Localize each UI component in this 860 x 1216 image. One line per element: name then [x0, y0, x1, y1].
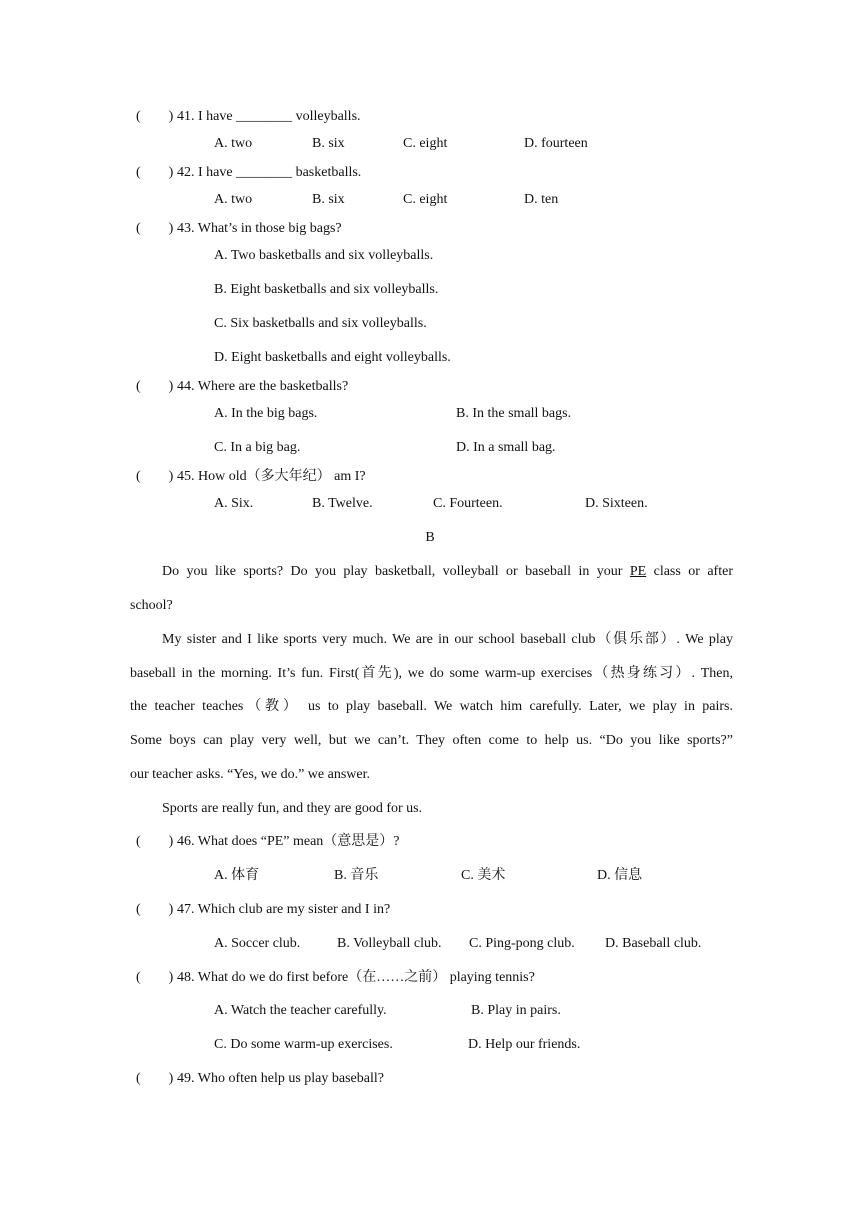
answer-blank[interactable]: ( ) — [136, 902, 174, 917]
answer-blank[interactable]: ( ) — [136, 834, 174, 849]
answer-blank[interactable]: ( ) — [136, 970, 174, 985]
option-d: D. Eight basketballs and eight volleyballs. — [214, 350, 451, 365]
answer-blank[interactable]: ( ) — [136, 1071, 174, 1086]
passage-line: baseball in the morning. It’s fun. First(首先), we do some warm-up exercises（热身练习）. Then, — [130, 666, 733, 681]
option-b: B. six — [312, 136, 345, 151]
option-c: C. eight — [403, 136, 448, 151]
option-b: B. Play in pairs. — [471, 1003, 561, 1018]
option-a: A. Two basketballs and six volleyballs. — [214, 248, 434, 263]
passage-line: the teacher teaches（教） us to play baseball. We watch him carefully. Later, we play in pairs. — [130, 699, 733, 714]
option-a: A. 体育 — [214, 868, 260, 883]
option-c: C. Do some warm-up exercises. — [214, 1037, 393, 1052]
question-text: 43. What’s in those big bags? — [177, 221, 342, 236]
option-b: B. Eight basketballs and six volleyballs. — [214, 282, 439, 297]
option-c: C. Ping-pong club. — [469, 936, 575, 951]
option-b: B. 音乐 — [334, 868, 379, 883]
passage-text: class or after — [646, 564, 733, 579]
passage-line: My sister and I like sports very much. We are in our school baseball club（俱乐部）. We play — [162, 632, 733, 647]
option-a: A. two — [214, 136, 253, 151]
question-text: 41. I have ________ volleyballs. — [177, 109, 361, 124]
option-b: B. In the small bags. — [456, 406, 572, 421]
question-text: 46. What does “PE” mean（意思是）? — [177, 834, 400, 849]
option-a: A. Soccer club. — [214, 936, 301, 951]
passage-line: our teacher asks. “Yes, we do.” we answer. — [130, 767, 371, 782]
option-d: D. fourteen — [524, 136, 588, 151]
answer-blank[interactable]: ( ) — [136, 221, 174, 236]
option-d: D. ten — [524, 192, 559, 207]
option-d: D. In a small bag. — [456, 440, 556, 455]
answer-blank[interactable]: ( ) — [136, 469, 174, 484]
answer-blank[interactable]: ( ) — [136, 379, 174, 394]
option-a: A. two — [214, 192, 253, 207]
passage-line: Sports are really fun, and they are good for us. — [162, 801, 423, 816]
question-text: 49. Who often help us play baseball? — [177, 1071, 384, 1086]
answer-blank[interactable]: ( ) — [136, 165, 174, 180]
option-c: C. eight — [403, 192, 448, 207]
option-c: C. Six basketballs and six volleyballs. — [214, 316, 427, 331]
answer-blank[interactable]: ( ) — [136, 109, 174, 124]
option-c: C. Fourteen. — [433, 496, 503, 511]
passage-line: school? — [130, 598, 173, 613]
passage-line: Some boys can play very well, but we can’t. They often come to help us. “Do you like sports?” — [130, 733, 733, 748]
question-text: 45. How old（多大年纪） am I? — [177, 469, 366, 484]
passage-text: Do you like sports? Do you play basketball, volleyball or baseball in your — [162, 564, 630, 579]
option-c: C. In a big bag. — [214, 440, 301, 455]
option-c: C. 美术 — [461, 868, 506, 883]
option-d: D. Baseball club. — [605, 936, 702, 951]
question-text: 44. Where are the basketballs? — [177, 379, 349, 394]
option-b: B. six — [312, 192, 345, 207]
option-d: D. Help our friends. — [468, 1037, 581, 1052]
question-text: 48. What do we do first before（在……之前） playing tennis? — [177, 970, 535, 985]
option-d: D. 信息 — [597, 868, 643, 883]
option-b: B. Twelve. — [312, 496, 373, 511]
underlined-term: PE — [629, 564, 647, 579]
section-heading: B — [425, 530, 435, 545]
option-d: D. Sixteen. — [585, 496, 648, 511]
question-text: 42. I have ________ basketballs. — [177, 165, 362, 180]
option-b: B. Volleyball club. — [337, 936, 442, 951]
question-text: 47. Which club are my sister and I in? — [177, 902, 391, 917]
passage-line — [162, 563, 733, 581]
option-a: A. In the big bags. — [214, 406, 318, 421]
option-a: A. Six. — [214, 496, 254, 511]
option-a: A. Watch the teacher carefully. — [214, 1003, 387, 1018]
